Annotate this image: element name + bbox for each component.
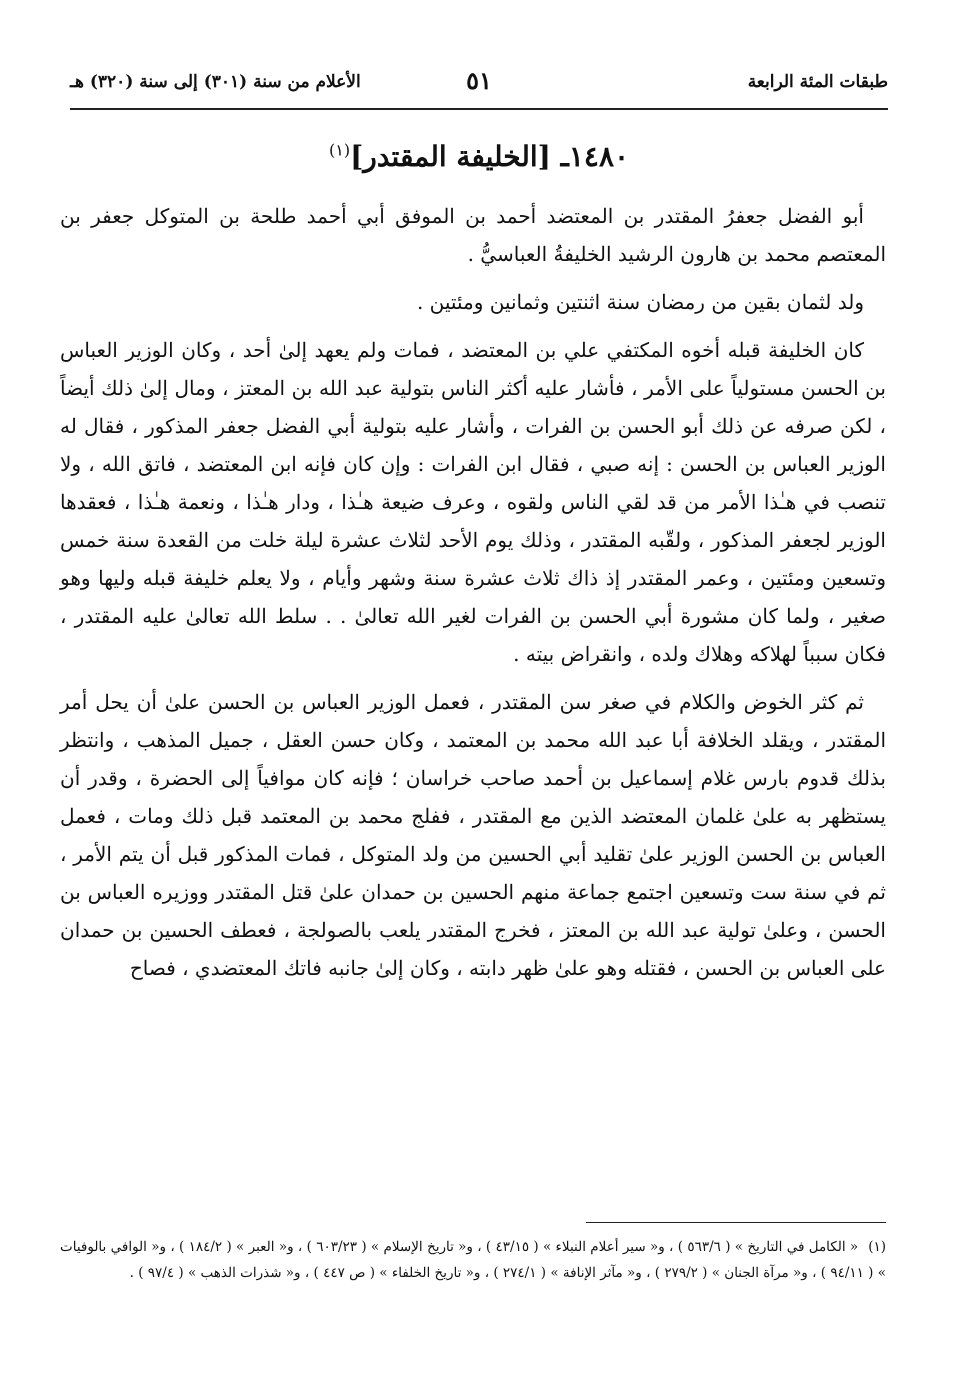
- paragraph-accession: كان الخليفة قبله أخوه المكتفي علي بن المعتضد ، فمات ولم يعهد إلىٰ أحد ، وكان الوزير العباس بن الحسن مستولياً على الأمر ، فأشار عليه أكثر الناس بتولية عبد الله بن المعتز ، ومال إلىٰ ذلك أيضاً ، لكن صرفه عن ذلك أبو الحسن بن الفرات ، وأشار عليه بتولية أبي الفضل جعفر المذكور ، فقال له الوزير العباس بن الحسن : إنه صبي ، فقال ابن الفرات : وإن كان فإنه ابن المعتضد ، فاتق الله ، ولا تنصب في هـٰذا الأمر من قد لقي الناس ولقوه ، وعرف ضيعة هـٰذا ، ودار هـٰذا ، ونعمة هـٰذا ، فعقدها الوزير لجعفر المذكور ، ولقّبه المقتدر ، وذلك يوم الأحد لثلاث عشرة ليلة خلت من القعدة سنة خمس وتسعين ومئتين ، وعمر المقتدر إذ ذاك ثلاث عشرة سنة وشهر وأيام ، ولا يعلم خليفة قبله وليها وهو صغير ، ولما كان مشورة أبي الحسن بن الفرات لغير الله تعالىٰ . . سلط الله تعالىٰ عليه المقتدر ، فكان سبباً لهلاكه وهلاك ولده ، وانقراض بيته .: [60, 338, 887, 666]
- header-section-title: طبقات المئة الرابعة: [747, 72, 888, 92]
- paragraph-birth: ولد لثمان بقين من رمضان سنة اثنتين وثمانين ومئتين .: [416, 290, 864, 314]
- entry-title-text: ١٤٨٠ـ [الخليفة المقتدر]: [350, 140, 630, 173]
- running-header: [70, 58, 888, 110]
- page-number: ٥١: [466, 66, 492, 95]
- paragraph-conspiracy: ثم كثر الخوض والكلام في صغر سن المقتدر ، فعمل الوزير العباس بن الحسن علىٰ أن يحل أمر المقتدر ، ويقلد الخلافة أبا عبد الله محمد بن المعتمد ، وكان حسن العقل ، جميل المذهب ، وانتظر بذلك قدوم بارس غلام إسماعيل بن أحمد صاحب خراسان ؛ فإنه كان موافياً إلى الحضرة ، وقدر أن يستظهر به علىٰ غلمان المعتضد الذين مع المقتدر ، ففلج محمد بن المعتمد قبل ذلك ومات ، فعمل العباس بن الحسن الوزير علىٰ تقليد أبي الحسين من ولد المتوكل ، فمات المذكور قبل أن يتم الأمر ، ثم في سنة ست وتسعين اجتمع جماعة منهم الحسين بن حمدان علىٰ قتل المقتدر ووزيره العباس بن الحسن ، وعلىٰ تولية عبد الله بن المعتز ، فخرج المقتدر يلعب بالصولجة ، فعطف الحسين بن حمدان على العباس بن الحسن ، فقتله وهو علىٰ ظهر دابته ، وكان إلىٰ جانبه فاتك المعتضدي ، فصاح: [60, 690, 886, 980]
- footnote-number: (١): [868, 1239, 887, 1255]
- header-year-range: الأعلام من سنة (٣٠١) إلى سنة (٣٢٠) هـ: [70, 72, 361, 92]
- footnote-divider: [586, 1222, 886, 1223]
- body-text: [60, 197, 886, 997]
- entry-title: [70, 140, 888, 173]
- footnotes: [60, 1234, 886, 1286]
- entry-footnote-ref: (١): [328, 140, 351, 160]
- footnote-text: « الكامل في التاريخ » ( ٥٦٣/٦ ) ، و« سير أعلام النبلاء » ( ٤٣/١٥ ) ، و« تاريخ الإسلام » ( ٦٠٣/٢٣ ) ، و« العبر » ( ١٨٤/٢ ) ، و« الوافي بالوفيات » ( ٩٤/١١ ) ، و« مرآة الجنان » ( ٢٧٩/٢ ) ، و« مآثر الإنافة » ( ٢٧٤/١ ) ، و« تاريخ الخلفاء » ( ص ٤٤٧ ) ، و« شذرات الذهب » ( ٩٧/٤ ) .: [60, 1239, 886, 1281]
- paragraph-lineage: أبو الفضل جعفرُ المقتدر بن المعتضد أحمد بن الموفق أبي أحمد طلحة بن المتوكل جعفر بن المعتصم محمد بن هارون الرشيد الخليفةُ العباسيُّ .: [60, 204, 886, 266]
